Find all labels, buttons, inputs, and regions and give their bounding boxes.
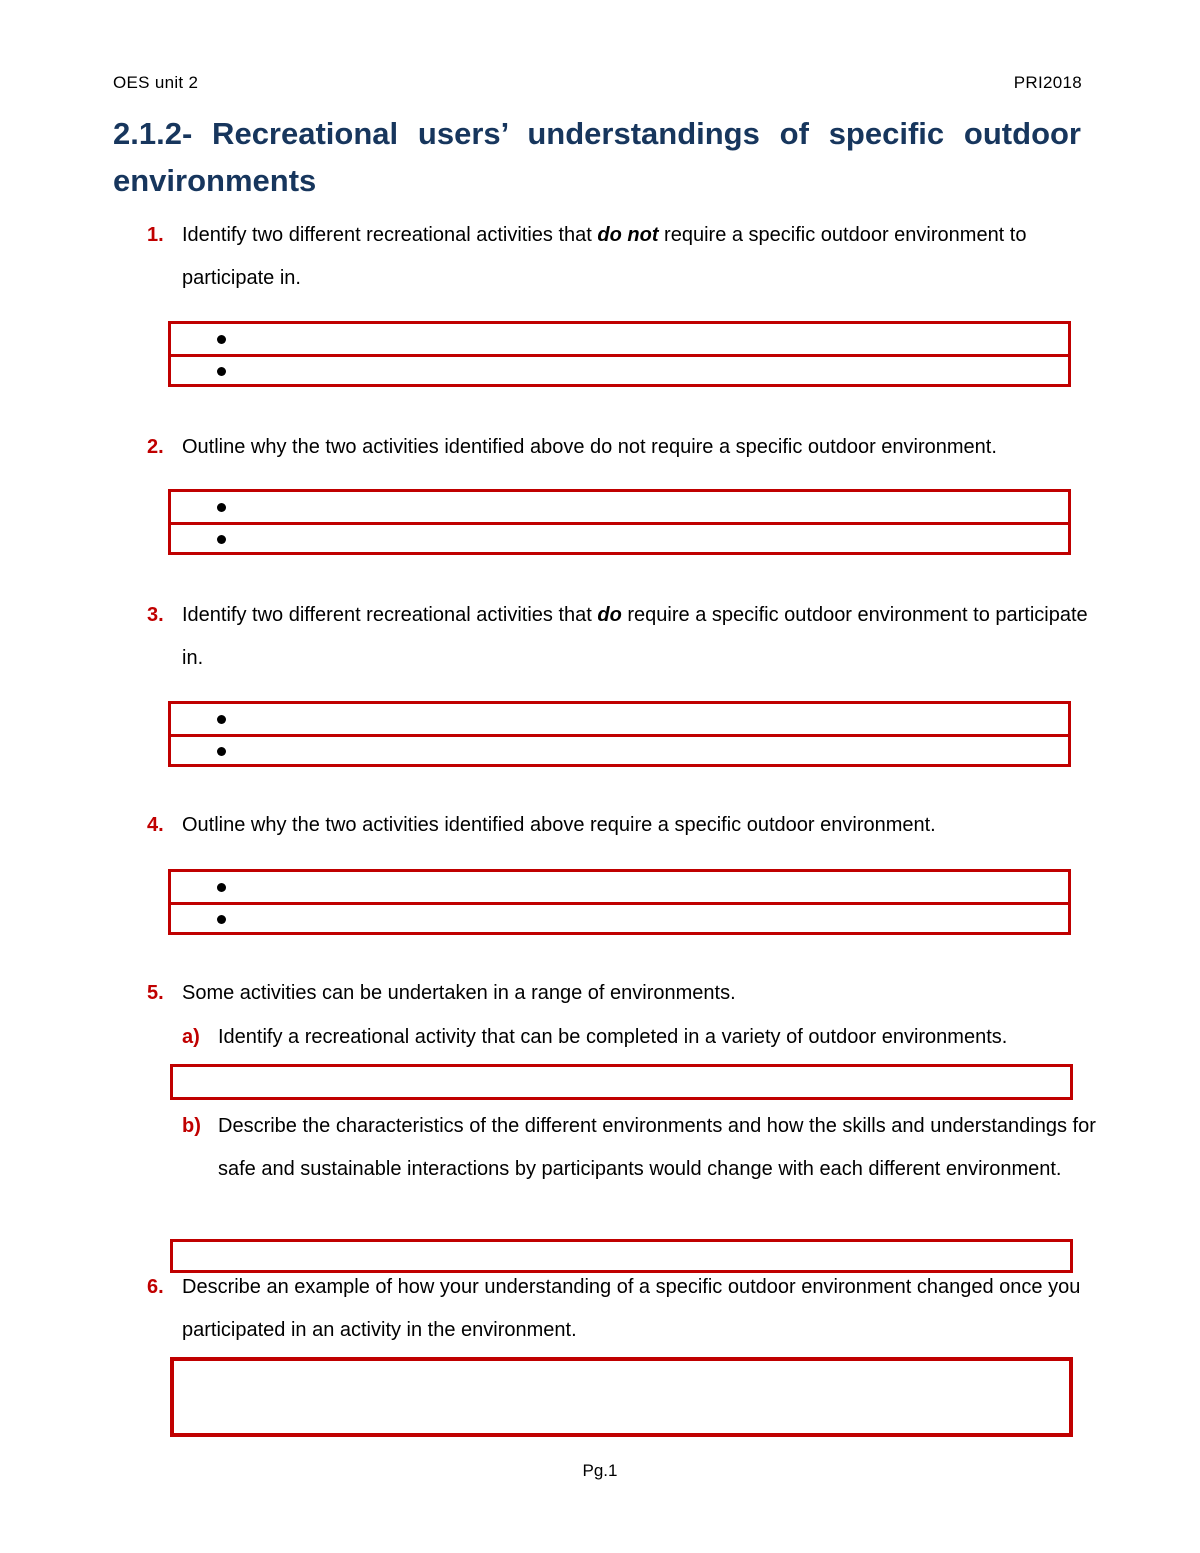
answer-row-2[interactable]	[171, 902, 1068, 932]
answer-box-4	[168, 869, 1071, 935]
bullet-icon	[217, 715, 226, 724]
answer-row-2[interactable]	[171, 522, 1068, 552]
answer-field-5a[interactable]	[170, 1064, 1073, 1100]
question-3	[147, 594, 1102, 680]
sub-question-text: Identify a recreational activity that can be completed in a variety of outdoor environments.	[218, 1026, 1008, 1048]
question-1	[147, 214, 1102, 300]
header-code: PRI2018	[1013, 73, 1082, 92]
question-5a	[182, 1016, 1098, 1059]
answer-field-6[interactable]	[170, 1357, 1073, 1437]
bullet-icon	[217, 503, 226, 512]
answer-row-2[interactable]	[171, 354, 1068, 384]
bullet-icon	[217, 915, 226, 924]
question-emphasis: do	[597, 604, 622, 626]
answer-row-1[interactable]	[171, 872, 1068, 902]
question-6	[147, 1266, 1102, 1352]
question-number: 2.	[147, 436, 164, 458]
question-text: require a specific outdoor environment to participate in.	[182, 224, 1027, 289]
question-text: Identify two different recreational activities that	[182, 224, 598, 246]
bullet-icon	[217, 747, 226, 756]
sub-question-letter: b)	[182, 1115, 201, 1137]
question-emphasis: do not	[597, 224, 659, 246]
answer-row-1[interactable]	[171, 492, 1068, 522]
answer-box-2	[168, 489, 1071, 555]
answer-row-2[interactable]	[171, 734, 1068, 764]
question-2	[147, 426, 1102, 469]
question-text: Describe an example of how your understanding of a specific outdoor environment changed once you participated in an activity in the environment.	[182, 1276, 1081, 1341]
question-number: 6.	[147, 1276, 164, 1298]
header-unit: OES unit 2	[113, 73, 199, 92]
sub-question-text: Describe the characteristics of the different environments and how the skills and understandings for safe and sustainable interactions by participants would change with each different environment.	[218, 1115, 1096, 1180]
page-title: 2.1.2- Recreational users’ understandings of specific outdoor environments	[113, 116, 1081, 198]
question-text: require a specific outdoor environment to participate in.	[182, 604, 1088, 669]
question-text: Identify two different recreational activities that	[182, 604, 598, 626]
question-number: 1.	[147, 224, 164, 246]
answer-box-3	[168, 701, 1071, 767]
bullet-icon	[217, 535, 226, 544]
question-text: Some activities can be undertaken in a range of environments.	[182, 982, 736, 1004]
question-number: 4.	[147, 814, 164, 836]
bullet-icon	[217, 335, 226, 344]
answer-row-1[interactable]	[171, 704, 1068, 734]
question-number: 5.	[147, 982, 164, 1004]
question-number: 3.	[147, 604, 164, 626]
bullet-icon	[217, 367, 226, 376]
question-5	[147, 972, 1102, 1015]
question-text: Outline why the two activities identified above do not require a specific outdoor environment.	[182, 436, 997, 458]
sub-question-letter: a)	[182, 1026, 200, 1048]
answer-box-1	[168, 321, 1071, 387]
question-4	[147, 804, 1102, 847]
question-5b	[182, 1105, 1098, 1191]
question-text: Outline why the two activities identified above require a specific outdoor environment.	[182, 814, 936, 836]
answer-row-1[interactable]	[171, 324, 1068, 354]
page-number: Pg.1	[582, 1461, 618, 1480]
bullet-icon	[217, 883, 226, 892]
